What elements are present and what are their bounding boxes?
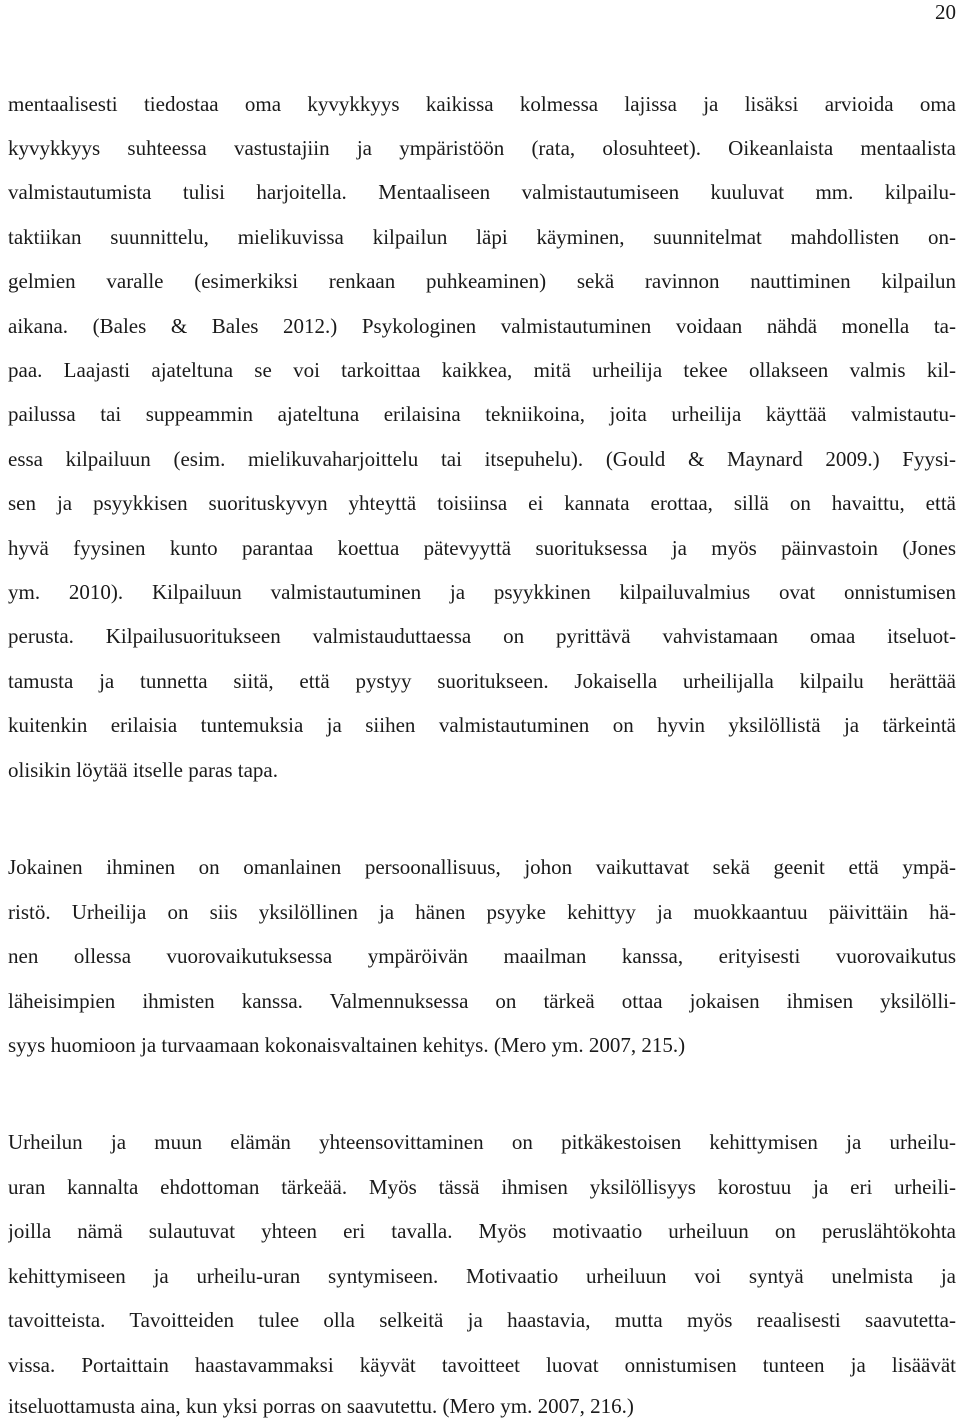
text-line: gelmien varalle (esimerkiksi renkaan puhkeaminen) sekä ravinnon nauttiminen kilpailun (8, 269, 956, 293)
text-line: Urheilun ja muun elämän yhteensovittaminen on pitkäkestoisen kehittymisen ja urheilu- (8, 1130, 956, 1154)
text-line: ristö. Urheilija on siis yksilöllinen ja hänen psyyke kehittyy ja muokkaantuu päivittäin hä- (8, 900, 956, 924)
text-line: hyvä fyysinen kunto parantaa koettua pätevyyttä suorituksessa ja myös päinvastoin (Jones (8, 536, 956, 560)
text-line: ym. 2010). Kilpailuun valmistautuminen ja psyykkinen kilpailuvalmius ovat onnistumisen (8, 580, 956, 604)
text-line: perusta. Kilpailusuoritukseen valmistauduttaessa on pyrittävä vahvistamaan omaa itseluot- (8, 624, 956, 648)
text-line: mentaalisesti tiedostaa oma kyvykkyys kaikissa kolmessa lajissa ja lisäksi arvioida oma (8, 92, 956, 116)
text-line: olisikin löytää itselle paras tapa. (8, 758, 279, 782)
text-line: sen ja psyykkisen suorituskyvyn yhteyttä toisiinsa ei kannata erottaa, sillä on havaittu, että (8, 491, 956, 515)
text-line: valmistautumista tulisi harjoitella. Mentaaliseen valmistautumiseen kuuluvat mm. kilpailu- (8, 180, 956, 204)
text-line: läheisimpien ihmisten kanssa. Valmennuksessa on tärkeä ottaa jokaisen ihmisen yksilölli- (8, 989, 956, 1013)
page-number: 20 (935, 0, 956, 24)
text-line: kuitenkin erilaisia tuntemuksia ja siihen valmistautuminen on hyvin yksilöllistä ja tärkeintä (8, 713, 956, 737)
text-line: essa kilpailuun (esim. mielikuvaharjoittelu tai itsepuhelu). (Gould & Maynard 2009.) Fyysi- (8, 447, 956, 471)
text-line: tavoitteista. Tavoitteiden tulee olla selkeitä ja haastavia, mutta myös reaalisesti saavutetta- (8, 1308, 956, 1332)
text-line: aikana. (Bales & Bales 2012.) Psykologinen valmistautuminen voidaan nähdä monella ta- (8, 314, 956, 338)
text-line: joilla nämä sulautuvat yhteen eri tavalla. Myös motivaatio urheiluun on peruslähtökohta (8, 1219, 956, 1243)
text-line: vissa. Portaittain haastavammaksi käyvät tavoitteet luovat onnistumisen tunteen ja lisäävät (8, 1353, 956, 1377)
text-line: tamusta ja tunnetta siitä, että pystyy suoritukseen. Jokaisella urheilijalla kilpailu herättää (8, 669, 956, 693)
text-line: itseluottamusta aina, kun yksi porras on saavutettu. (Mero ym. 2007, 216.) (8, 1394, 634, 1418)
text-line: syys huomioon ja turvaamaan kokonaisvaltainen kehitys. (Mero ym. 2007, 215.) (8, 1033, 686, 1057)
text-line: uran kannalta ehdottoman tärkeää. Myös tässä ihmisen yksilöllisyys korostuu ja eri urheili- (8, 1175, 956, 1199)
text-line: kehittymiseen ja urheilu-uran syntymiseen. Motivaatio urheiluun voi syntyä unelmista ja (8, 1264, 956, 1288)
text-line: paa. Laajasti ajateltuna se voi tarkoittaa kaikkea, mitä urheilija tekee ollakseen valmis kil- (8, 358, 956, 382)
text-line: nen ollessa vuorovaikutuksessa ympäröivän maailman kanssa, erityisesti vuorovaikutus (8, 944, 956, 968)
text-line: kyvykkyys suhteessa vastustajiin ja ympäristöön (rata, olosuhteet). Oikeanlaista mentaalista (8, 136, 956, 160)
text-line: taktiikan suunnittelu, mielikuvissa kilpailun läpi käyminen, suunnitelmat mahdollisten on- (8, 225, 956, 249)
text-line: pailussa tai suppeammin ajateltuna erilaisina tekniikoina, joita urheilija käyttää valmistautu- (8, 402, 956, 426)
text-line: Jokainen ihminen on omanlainen persoonallisuus, johon vaikuttavat sekä geenit että ympä- (8, 855, 956, 879)
